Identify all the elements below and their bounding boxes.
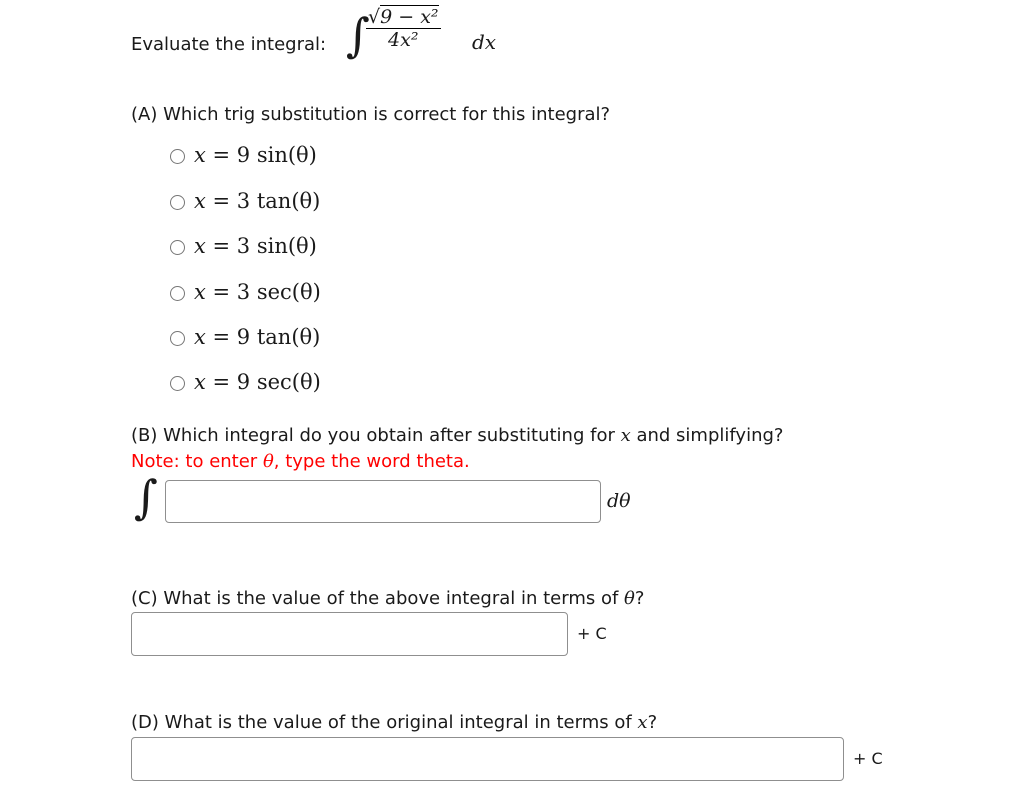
differential: dx: [472, 30, 497, 54]
part-c-input[interactable]: [131, 612, 568, 656]
part-b-input[interactable]: [165, 480, 601, 523]
radicand: 9 − x²: [380, 6, 439, 28]
integrand-fraction: $\frac{\text{√9 − x²}}{\text{4x²}}$: [368, 6, 439, 51]
part-d-question: (D) What is the value of the original integral in terms of x?: [131, 712, 658, 733]
prompt-label: Evaluate the integral:: [131, 34, 327, 55]
part-b-suffix: dθ: [607, 490, 631, 512]
radio-option-5[interactable]: [170, 331, 185, 346]
part-b-question: (B) Which integral do you obtain after substituting for x and simplifying?: [131, 425, 784, 446]
integral-sign-b: ∫: [134, 470, 158, 524]
integral-sign: ∫: [346, 8, 370, 62]
part-d-suffix: + C: [853, 749, 883, 768]
part-a-question: (A) Which trig substitution is correct for this integral?: [131, 104, 611, 125]
part-b-note: Note: to enter θ, type the word theta.: [131, 451, 470, 472]
option-label: x = 3 sin(θ): [194, 234, 317, 258]
option-label: x = 9 tan(θ): [194, 325, 321, 349]
option-label: x = 9 sin(θ): [194, 143, 317, 167]
radio-option-3[interactable]: [170, 240, 185, 255]
denominator: 4x²: [388, 29, 419, 51]
part-c-suffix: + C: [577, 624, 607, 643]
radio-option-4[interactable]: [170, 286, 185, 301]
radio-option-1[interactable]: [170, 149, 185, 164]
radio-option-6[interactable]: [170, 376, 185, 391]
part-c-question: (C) What is the value of the above integral in terms of θ?: [131, 588, 645, 609]
option-label: x = 3 tan(θ): [194, 189, 321, 213]
radio-option-2[interactable]: [170, 195, 185, 210]
part-d-input[interactable]: [131, 737, 844, 781]
option-label: x = 3 sec(θ): [194, 280, 321, 304]
option-label: x = 9 sec(θ): [194, 370, 321, 394]
